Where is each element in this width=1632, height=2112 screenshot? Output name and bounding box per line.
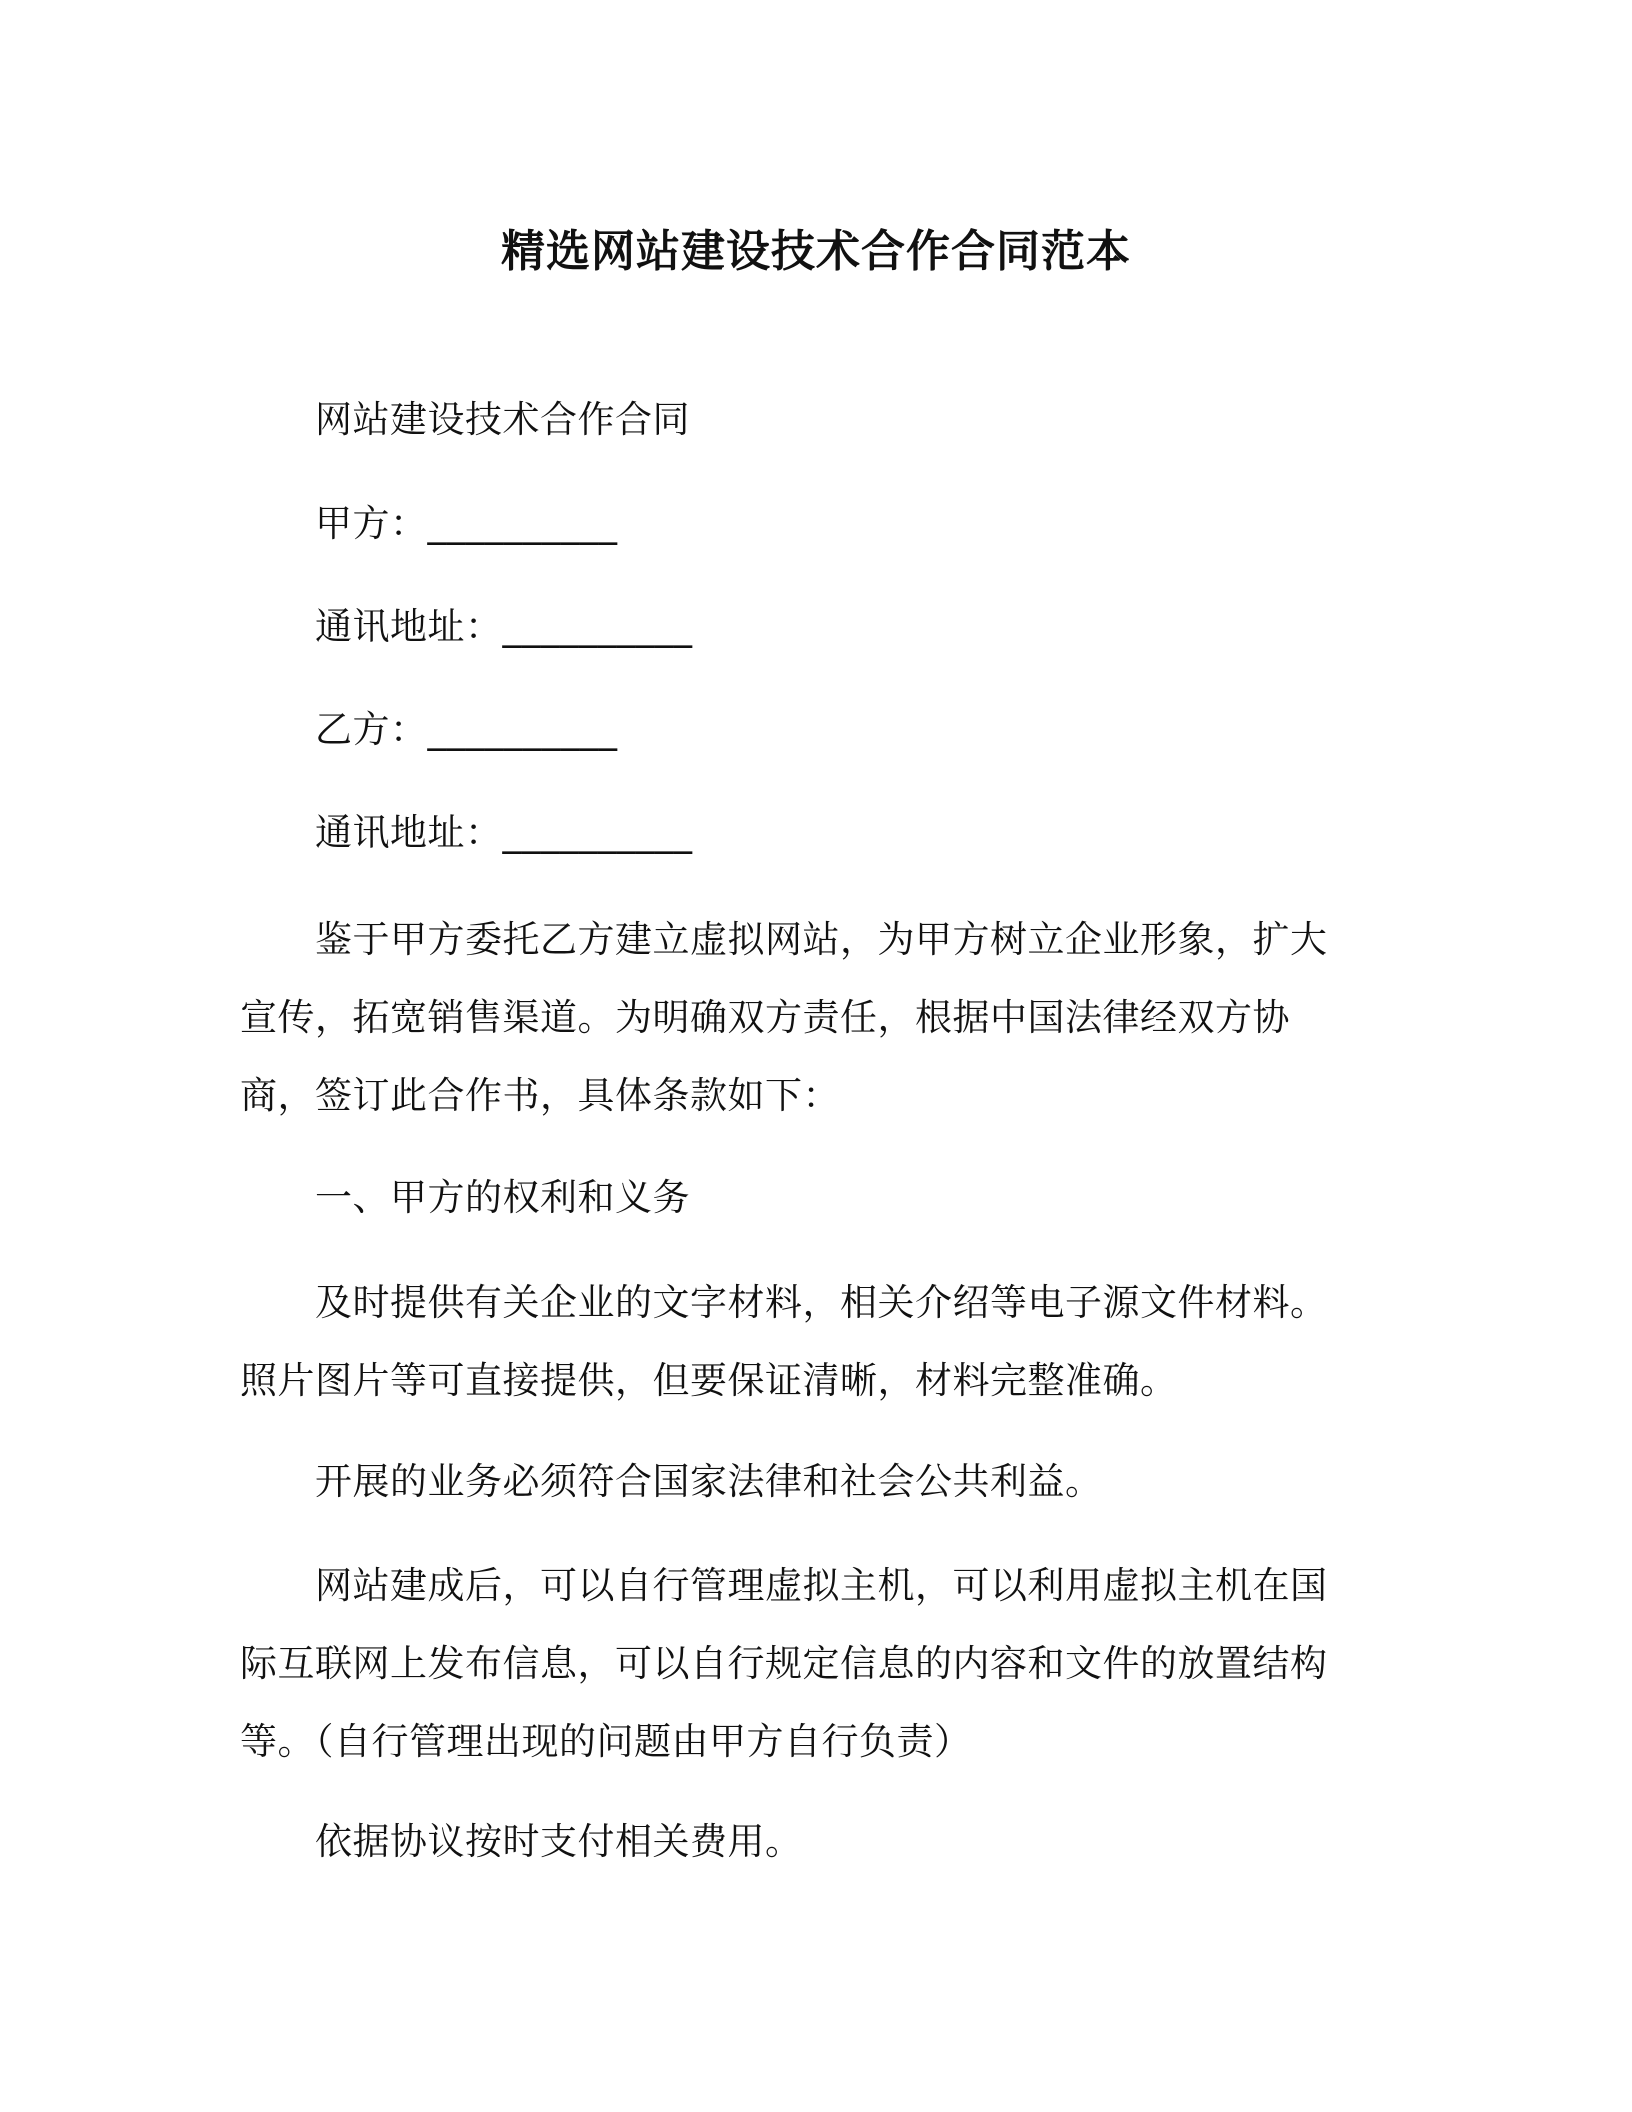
clause-materials: 及时提供有关企业的文字材料，相关介绍等电子源文件材料。照片图片等可直接提供，但要保证清晰，材料完整准确。: [240, 1281, 1328, 1402]
document-title: 精选网站建设技术合作合同范本: [501, 226, 1131, 277]
party-a-line: 甲方：__________: [315, 502, 618, 545]
party-a-address-line: 通讯地址：__________: [315, 605, 693, 648]
clause-host-management: 网站建成后，可以自行管理虚拟主机，可以利用虚拟主机在国际互联网上发布信息，可以自行规定信息的内容和文件的放置结构等。（自行管理出现的问题由甲方自行负责）: [240, 1564, 1328, 1763]
clause-business-compliance: 开展的业务必须符合国家法律和社会公共利益。: [315, 1460, 1103, 1503]
clause-payment: 依据协议按时支付相关费用。: [315, 1820, 803, 1863]
party-b-line: 乙方：__________: [315, 708, 618, 751]
section-heading-party-a-rights: 一、甲方的权利和义务: [315, 1176, 690, 1219]
preamble-paragraph: 鉴于甲方委托乙方建立虚拟网站，为甲方树立企业形象，扩大宣传，拓宽销售渠道。为明确双方责任，根据中国法律经双方协商，签订此合作书，具体条款如下：: [240, 918, 1328, 1117]
party-b-address-line: 通讯地址：__________: [315, 811, 693, 854]
contract-heading: 网站建设技术合作合同: [315, 398, 690, 441]
